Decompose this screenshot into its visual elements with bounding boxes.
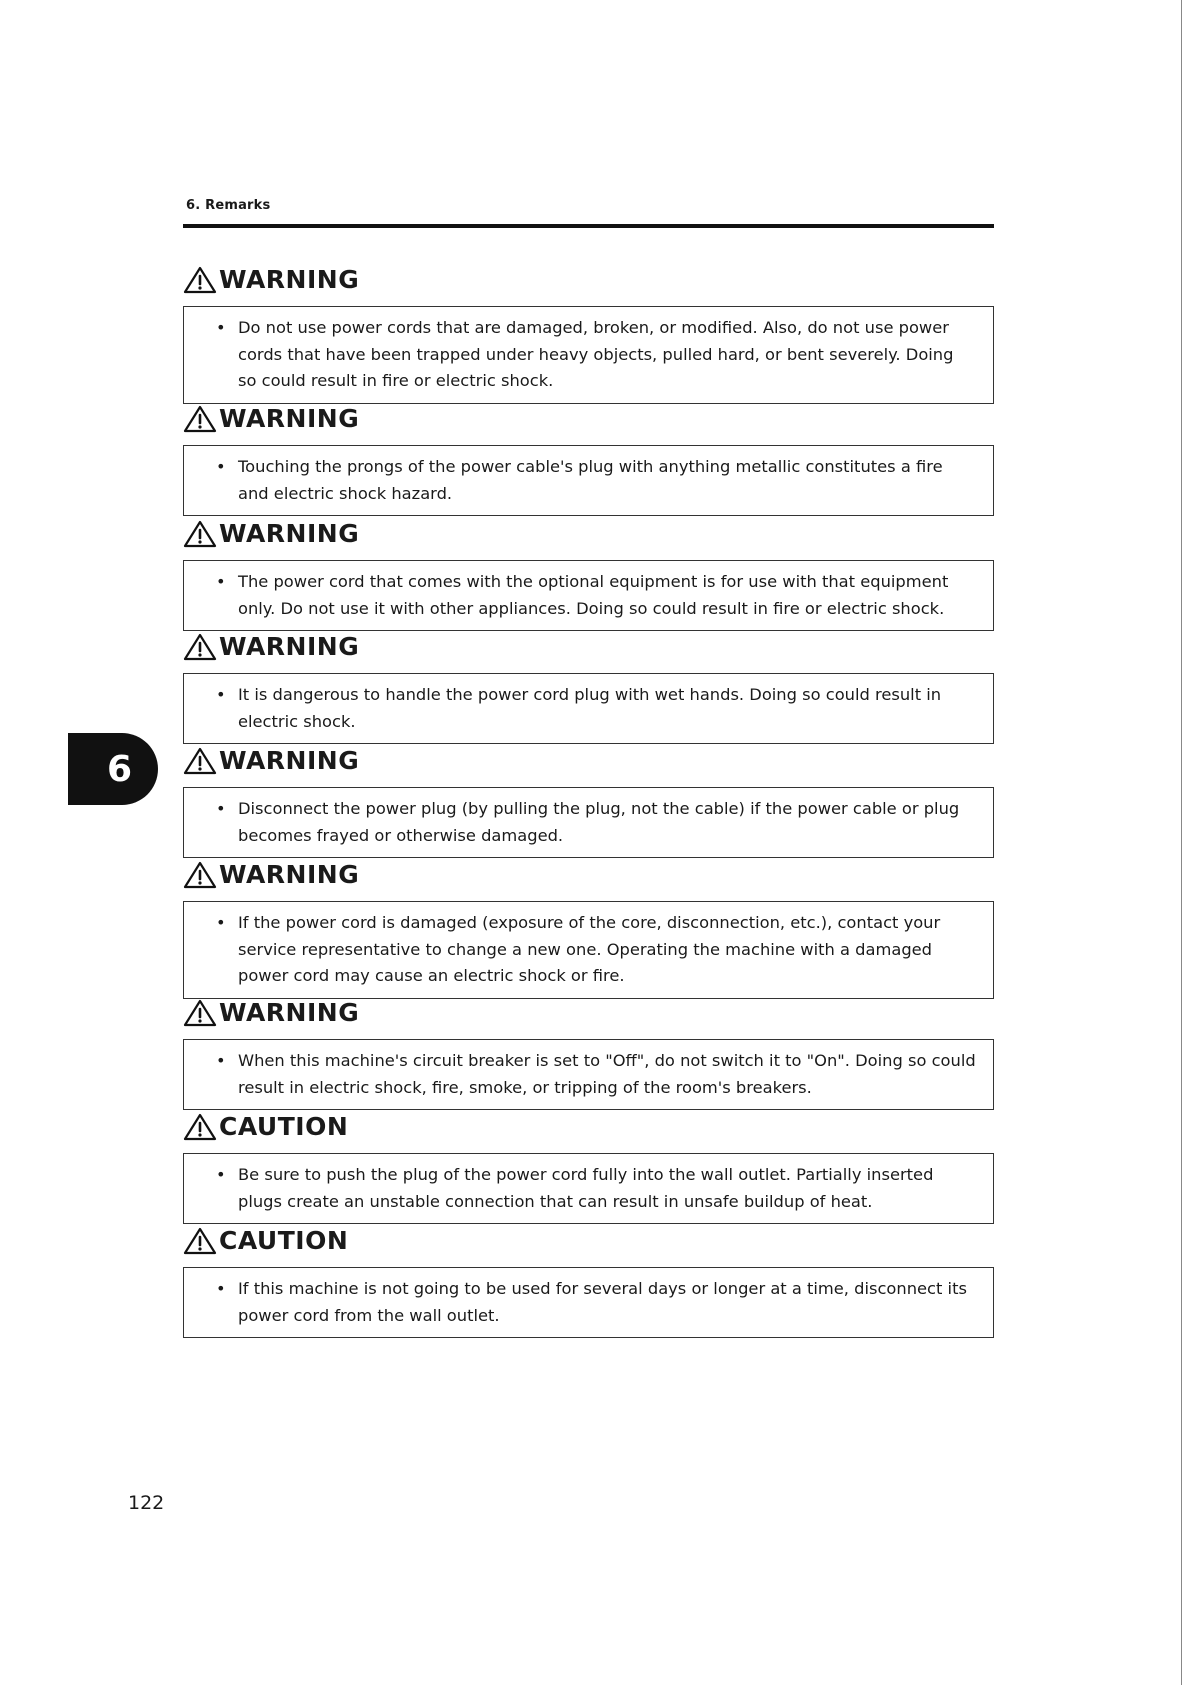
warning-title xyxy=(183,519,994,549)
warning-notice xyxy=(183,519,994,631)
warning-text: It is dangerous to handle the power cord plug with wet hands. Doing so could result in electric shock. xyxy=(238,685,942,731)
bullet-icon: • xyxy=(216,318,226,337)
warning-triangle-icon xyxy=(183,1227,217,1255)
bullet-item xyxy=(216,315,977,395)
bullet-icon: • xyxy=(216,457,226,476)
warning-box xyxy=(183,901,994,999)
page-number: 122 xyxy=(128,1492,165,1514)
warning-text: Do not use power cords that are damaged, broken, or modified. Also, do not use power cords that have been trapped under heavy objects, pulled hard, or bent severely. Doing so could result in fire or electric shock. xyxy=(238,318,954,390)
warning-triangle-icon xyxy=(183,633,217,661)
chapter-tab: 6 xyxy=(68,733,158,805)
warning-title-text: WARNING xyxy=(219,998,360,1027)
bullet-item xyxy=(216,682,977,735)
warning-notice xyxy=(183,632,994,744)
warning-text: The power cord that comes with the optional equipment is for use with that equipment only. Do not use it with other appliances. Doing so could result in fire or electric shock. xyxy=(238,572,949,618)
caution-title-text: CAUTION xyxy=(219,1112,349,1141)
warning-box xyxy=(183,306,994,404)
warning-notice xyxy=(183,265,994,404)
caution-text: If this machine is not going to be used for several days or longer at a time, disconnect its power cord from the wall outlet. xyxy=(238,1279,967,1325)
bullet-icon: • xyxy=(216,913,226,932)
bullet-icon: • xyxy=(216,1051,226,1070)
bullet-item xyxy=(216,910,977,990)
bullet-item xyxy=(216,1162,977,1215)
caution-title-text: CAUTION xyxy=(219,1226,349,1255)
bullet-icon: • xyxy=(216,685,226,704)
bullet-item xyxy=(216,1048,977,1101)
warning-triangle-icon xyxy=(183,999,217,1027)
caution-notice xyxy=(183,1226,994,1338)
bullet-icon: • xyxy=(216,572,226,591)
warning-notice xyxy=(183,860,994,999)
warning-triangle-icon xyxy=(183,861,217,889)
scan-edge-line xyxy=(1181,0,1182,1685)
warning-notice xyxy=(183,998,994,1110)
caution-box xyxy=(183,1267,994,1338)
warning-title xyxy=(183,860,994,890)
warning-box xyxy=(183,445,994,516)
bullet-item xyxy=(216,796,977,849)
warning-box xyxy=(183,787,994,858)
warning-title-text: WARNING xyxy=(219,265,360,294)
warning-notice xyxy=(183,404,994,516)
caution-text: Be sure to push the plug of the power cord fully into the wall outlet. Partially inserted plugs create an unstable connection that can result in unsafe buildup of heat. xyxy=(238,1165,934,1211)
bullet-item xyxy=(216,1276,977,1329)
caution-notice xyxy=(183,1112,994,1224)
bullet-item xyxy=(216,454,977,507)
warning-box xyxy=(183,560,994,631)
warning-triangle-icon xyxy=(183,520,217,548)
warning-notice xyxy=(183,746,994,858)
chapter-header: 6. Remarks xyxy=(186,198,271,213)
warning-title-text: WARNING xyxy=(219,519,360,548)
warning-title-text: WARNING xyxy=(219,404,360,433)
caution-box xyxy=(183,1153,994,1224)
warning-title xyxy=(183,998,994,1028)
bullet-item xyxy=(216,569,977,622)
bullet-icon: • xyxy=(216,1279,226,1298)
header-rule xyxy=(183,224,994,228)
caution-title xyxy=(183,1226,994,1256)
warning-title-text: WARNING xyxy=(219,860,360,889)
bullet-icon: • xyxy=(216,1165,226,1184)
warning-title xyxy=(183,404,994,434)
bullet-icon: • xyxy=(216,799,226,818)
warning-title xyxy=(183,746,994,776)
warning-text: Disconnect the power plug (by pulling the plug, not the cable) if the power cable or plug becomes frayed or otherwise damaged. xyxy=(238,799,960,845)
warning-triangle-icon xyxy=(183,405,217,433)
warning-title-text: WARNING xyxy=(219,746,360,775)
warning-triangle-icon xyxy=(183,747,217,775)
warning-title xyxy=(183,265,994,295)
caution-title xyxy=(183,1112,994,1142)
warning-text: When this machine's circuit breaker is set to "Off", do not switch it to "On". Doing so could result in electric shock, fire, smoke, or tripping of the room's breakers. xyxy=(238,1051,976,1097)
warning-triangle-icon xyxy=(183,266,217,294)
warning-title xyxy=(183,632,994,662)
warning-box xyxy=(183,673,994,744)
warning-triangle-icon xyxy=(183,1113,217,1141)
warning-box xyxy=(183,1039,994,1110)
warning-text: Touching the prongs of the power cable's plug with anything metallic constitutes a fire and electric shock hazard. xyxy=(238,457,943,503)
warning-title-text: WARNING xyxy=(219,632,360,661)
warning-text: If the power cord is damaged (exposure of the core, disconnection, etc.), contact your service representative to change a new one. Operating the machine with a damaged power cord may cause an electric shock or fire. xyxy=(238,913,941,985)
